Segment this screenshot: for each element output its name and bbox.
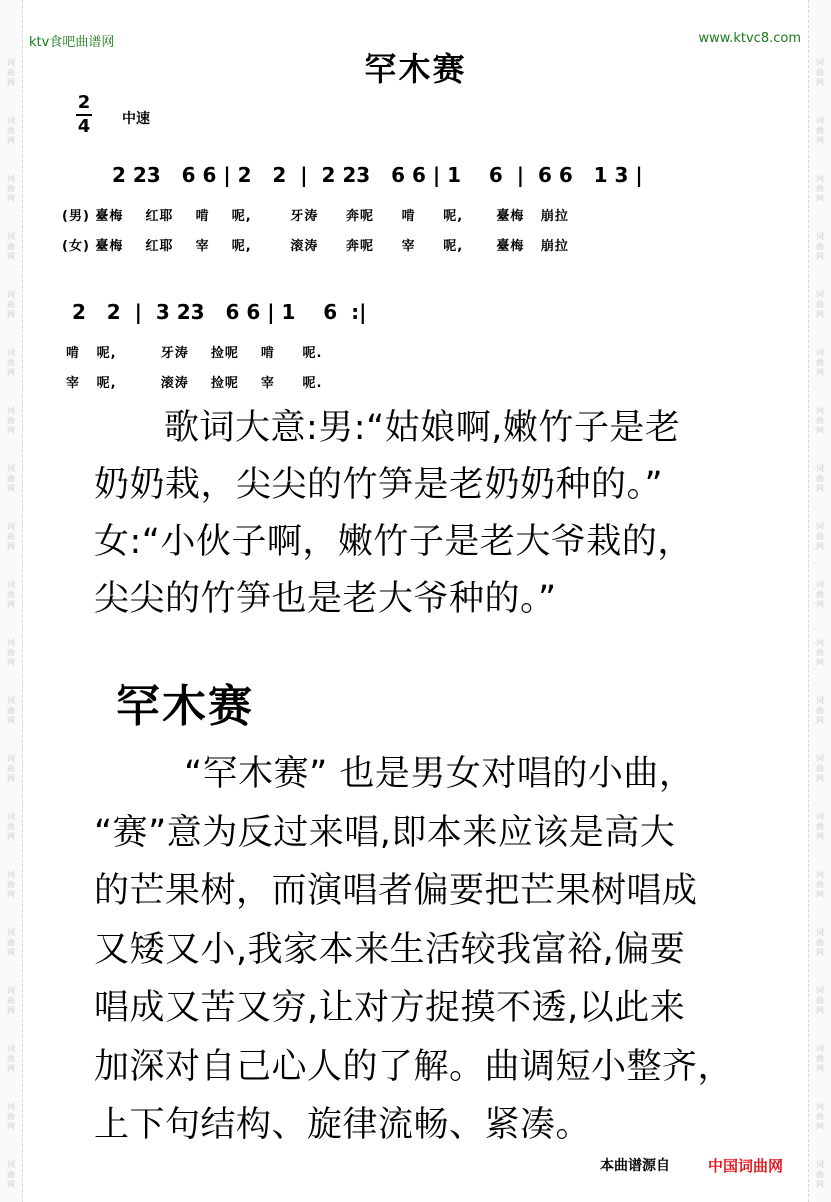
translation-line: 尖尖的竹笋也是老大爷种的。”	[94, 579, 557, 619]
description-line: “罕木赛” 也是男女对唱的小曲，	[184, 754, 695, 794]
score-line1-lyrics-female: (女) 臺梅 红耶 宰 呢, 滚涛 奔呢 宰 呢, 臺梅 崩拉	[62, 239, 569, 254]
watermark-text: 词 曲 网	[816, 174, 824, 203]
watermark-text: 词 曲 网	[7, 638, 15, 667]
watermark-text: 词 曲 网	[816, 58, 824, 87]
watermark-text: 词 曲 网	[7, 522, 15, 551]
score-line1-notes: 2 23 6 6 | 2 2 | 2 23 6 6 | 1 6 | 6 6 1 3 |	[112, 163, 643, 187]
watermark-text: 词 曲 网	[7, 696, 15, 725]
watermark-text: 词 曲 网	[7, 870, 15, 899]
description-line: 的芒果树，而演唱者偏要把芒果树唱成	[94, 871, 698, 911]
watermark-text: 词 曲 网	[816, 232, 824, 261]
watermark-text: 词 曲 网	[816, 464, 824, 493]
watermark-text: 词 曲 网	[816, 928, 824, 957]
watermark-text: 词 曲 网	[816, 870, 824, 899]
right-margin-watermark	[808, 0, 831, 1202]
header-site-right: www.ktvc8.com	[698, 31, 801, 46]
description-line: 又矮又小,我家本来生活较我富裕,偏要	[94, 929, 686, 970]
watermark-text: 词 曲 网	[7, 1044, 15, 1073]
footer-source-label: 本曲谱源自	[600, 1158, 670, 1174]
song-title: 罕木赛	[364, 50, 467, 88]
time-signature-bottom: 4	[77, 116, 91, 137]
watermark-text: 词 曲 网	[7, 116, 15, 145]
watermark-text: 词 曲 网	[7, 406, 15, 435]
watermark-text: 词 曲 网	[816, 406, 824, 435]
watermark-text: 词 曲 网	[7, 174, 15, 203]
watermark-text: 词 曲 网	[7, 754, 15, 783]
description-line: 加深对自己心人的了解。曲调短小整齐，	[94, 1046, 734, 1087]
translation-line: 歌词大意:男:“姑娘啊,嫩竹子是老	[164, 408, 681, 448]
section-title: 罕木赛	[116, 681, 254, 732]
watermark-text: 词 曲 网	[7, 812, 15, 841]
score-line2-lyrics-female: 宰 呢, 滚涛 捡呢 宰 呢.	[66, 376, 323, 391]
watermark-text: 词 曲 网	[816, 696, 824, 725]
watermark-text: 词 曲 网	[7, 1102, 15, 1131]
watermark-text: 词 曲 网	[816, 1102, 824, 1131]
watermark-text: 词 曲 网	[816, 522, 824, 551]
score-line2-notes: 2 2 | 3 23 6 6 | 1 6 :|	[72, 300, 367, 324]
watermark-text: 词 曲 网	[7, 232, 15, 261]
description-line: 唱成又苦又穷,让对方捉摸不透,以此来	[94, 988, 686, 1028]
watermark-text: 词 曲 网	[816, 290, 824, 319]
description-line: 上下句结构、旋律流畅、紧凑。	[94, 1105, 592, 1145]
watermark-text: 词 曲 网	[7, 290, 15, 319]
score-line1-lyrics-male: (男) 臺梅 红耶 啃 呢, 牙涛 奔呢 啃 呢, 臺梅 崩拉	[62, 209, 569, 224]
watermark-text: 词 曲 网	[816, 986, 824, 1015]
footer-site-link[interactable]: 中国词曲网	[708, 1157, 784, 1175]
watermark-text: 词 曲 网	[816, 116, 824, 145]
watermark-text: 词 曲 网	[816, 638, 824, 667]
time-signature	[74, 93, 94, 137]
lyrics-translation	[94, 400, 744, 628]
watermark-text: 词 曲 网	[816, 348, 824, 377]
watermark-text: 词 曲 网	[7, 348, 15, 377]
watermark-text: 词 曲 网	[7, 1160, 15, 1189]
watermark-text: 词 曲 网	[7, 986, 15, 1015]
watermark-text: 词 曲 网	[7, 58, 15, 87]
watermark-text: 词 曲 网	[7, 464, 15, 493]
translation-line: 女:“小伙子啊，嫩竹子是老大爷栽的，	[94, 522, 693, 562]
header-site-left: ktv食吧曲谱网	[29, 35, 115, 50]
watermark-text: 词 曲 网	[816, 1160, 824, 1189]
watermark-text: 词 曲 网	[7, 580, 15, 609]
description-line: “赛”意为反过来唱,即本来应该是高大	[94, 812, 676, 853]
score-line2-lyrics-male: 啃 呢, 牙涛 捡呢 啃 呢.	[66, 346, 323, 361]
song-description	[94, 745, 744, 1155]
translation-line: 奶奶栽，尖尖的竹笋是老奶奶种的。”	[94, 465, 664, 505]
watermark-text: 词 曲 网	[816, 812, 824, 841]
left-margin-watermark	[0, 0, 23, 1202]
watermark-text: 词 曲 网	[816, 580, 824, 609]
watermark-text: 词 曲 网	[7, 928, 15, 957]
time-signature-top: 2	[77, 92, 91, 113]
watermark-text: 词 曲 网	[816, 754, 824, 783]
watermark-text: 词 曲 网	[816, 1044, 824, 1073]
tempo-marking: 中速	[122, 111, 150, 127]
